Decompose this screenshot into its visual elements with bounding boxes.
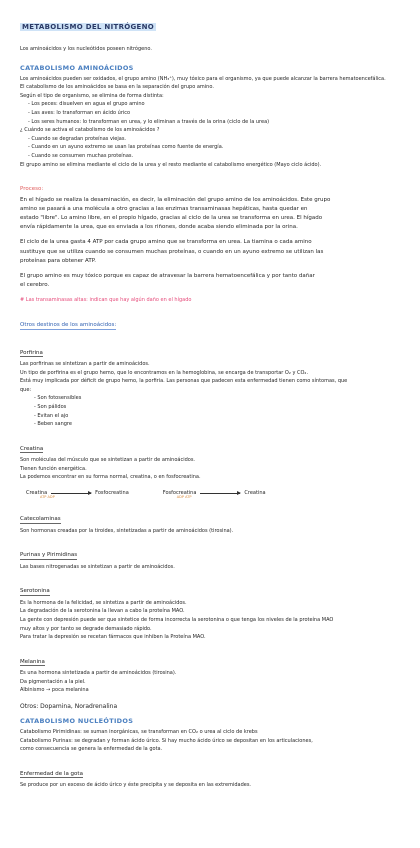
proceso-line: El ciclo de la urea gasta 4 ATP por cada grupo amino que se transforma en urea. La tiamina o cada amino xyxy=(20,239,312,246)
reaction-to: Creatina xyxy=(244,490,266,497)
proceso-heading: Proceso: xyxy=(20,186,44,193)
otros-destinos-heading: Otros destinos de los aminoácidos: xyxy=(20,322,117,329)
reaction-to: Fosfocreatina xyxy=(95,490,129,497)
melanina-line: Da pigmentación a la piel. xyxy=(20,678,86,685)
section-heading-catabolismo-aminoacidos: CATABOLISMO AMINOÁCIDOS xyxy=(20,63,134,72)
proceso-line: amino se pasará a una molécula a otro gracias a las enzimas transaminasas hepáticas, hasta quedar en xyxy=(20,205,308,212)
creatina-line: Son moléculas del músculo que se sintetizan a partir de aminoácidos. xyxy=(20,457,196,464)
organism-bullet: - Las aves: lo transforman en ácido úrico xyxy=(28,109,131,116)
proceso-line: El grupo amino es muy tóxico porque es capaz de atravesar la barrera hematoencefálica y por tanto dañar xyxy=(20,273,315,280)
arrow-right-icon xyxy=(200,493,240,494)
catab-nuc-line: Catabolismo Pirimidinas: se suman inorgánicas, se transforman en CO₂ o urea al ciclo de krebs xyxy=(20,729,258,736)
serotonina-heading: Serotonina xyxy=(20,588,50,595)
catab-case: - Cuando se degradan proteínas viejas. xyxy=(28,135,127,142)
reaction-from: Creatina xyxy=(26,490,48,497)
intro-text: Los aminoácidos y los nucleótidos poseen nitrógeno. xyxy=(20,46,152,52)
porfirina-line: Un tipo de porfirina es el grupo hemo, que lo encontramos en la hemoglobina, se encarga de transportar O₂ y CO₂. xyxy=(20,369,309,376)
proceso-line: proteínas para obtener ATP. xyxy=(20,257,96,264)
proceso-line: envía rápidamente la urea, que es enviada a los riñones, donde acaba siendo eliminada por la orina. xyxy=(20,224,298,231)
porfirina-line: que: xyxy=(20,386,32,393)
porfiria-symptom: - Son fotosensibles xyxy=(34,395,82,402)
gota-line: Se produce por un exceso de ácido úrico y éste precipita y se deposita en las extremidades. xyxy=(20,782,252,789)
creatina-heading: Creatina xyxy=(20,445,44,452)
reaction-cofactors: ADP ATP xyxy=(176,495,192,500)
porfirina-line: Las porfirinas se sintetizan a partir de aminoácidos. xyxy=(20,361,150,368)
creatina-line: Tienen función energética. xyxy=(20,465,87,472)
purinas-heading: Purinas y Pirimidinas xyxy=(20,552,78,559)
section-heading-catabolismo-nucleotidos: CATABOLISMO NUCLEÓTIDOS xyxy=(20,717,134,726)
porfiria-symptom: - Evitan el ajo xyxy=(34,412,69,419)
reaction-cofactors: ATP ADP xyxy=(40,495,55,500)
creatina-line: La podemos encontrar en su forma normal, creatina, o en fosfocreatina. xyxy=(20,474,201,481)
porfirina-heading: Porfirina xyxy=(20,349,43,356)
purinas-line: Las bases nitrogenadas se sintetizan a partir de aminoácidos. xyxy=(20,563,175,570)
catab-nuc-line: como consecuencia se genera la enfermedad de la gota. xyxy=(20,746,163,753)
catab-question: ¿ Cuándo se activa el catabolismo de los aminoácidos ? xyxy=(20,127,160,134)
reaction-fosfocreatina-to-creatina xyxy=(163,490,266,499)
reaction-from: Fosfocreatina xyxy=(162,490,197,497)
serotonina-line: La gente con depresión puede ser que sintetice de forma incorrecta la serotonina o que tenga los niveles de la proteína MAO xyxy=(20,616,334,623)
arrow-right-icon xyxy=(51,493,91,494)
catab-aa-line: Los aminoácidos pueden ser oxidados, el grupo amino (NH₃⁺), muy tóxico para el organismo, ya que puede alcanzar la barrera hematoencefálica. xyxy=(20,75,386,82)
porfiria-symptom: - Son pálidos xyxy=(34,404,67,411)
gota-heading: Enfermedad de la gota xyxy=(20,770,83,777)
proceso-line: En el hígado se realiza la desaminación, es decir, la eliminación del grupo amino de los aminoácidos. Este grupo xyxy=(20,196,331,203)
catab-case: - Cuando se consumen muchas proteínas. xyxy=(28,152,134,159)
porfiria-symptom: - Beben sangre xyxy=(34,421,72,428)
serotonina-line: Para tratar la depresión se recetan fármacos que inhiben la Proteína MAO. xyxy=(20,634,206,641)
organism-bullet: - Los seres humanos: lo transforman en urea, y lo eliminan a través de la orina (ciclo de la urea) xyxy=(28,118,270,125)
reaction-creatina-to-fosfocreatina xyxy=(26,490,129,499)
porfirina-line: Está muy implicada por déficit de grupo hemo, la porfiria. Las personas que padecen esta enfermedad tienen como síntomas, que xyxy=(20,378,348,385)
catecolaminas-line: Son hormonas creadas por la tiroides, sintetizadas a partir de aminoácidos (tirosina). xyxy=(20,527,234,534)
proceso-line: estado "libre". Lo amino libre, en el propio hígado, gracias al ciclo de la urea se transforma en urea. El hígado xyxy=(20,215,323,222)
melanina-line: Es una hormona sintetizada a partir de aminoácidos (tirosina). xyxy=(20,670,177,677)
catab-aa-line: El catabolismo de los aminoácidos se basa en la separación del grupo amino. xyxy=(20,84,214,91)
organism-bullet: - Los peces: disuelven en agua el grupo amino xyxy=(28,101,145,108)
catab-case: - Cuando en un ayuno extremo se usan las proteínas como fuente de energía. xyxy=(28,144,224,151)
melanina-heading: Melanina xyxy=(20,658,45,665)
otros-line: Otros: Dopamina, Noradrenalina xyxy=(20,703,118,711)
serotonina-line: muy altos y por tanto se degrade demasiado rápido. xyxy=(20,625,152,632)
page-title: METABOLISMO DEL NITRÓGENO xyxy=(22,23,155,31)
transaminasas-note: # Las transaminasas altas: indican que hay algún daño en el hígado xyxy=(20,297,192,304)
serotonina-line: La degradación de la serotonina la llevan a cabo la proteína MAO. xyxy=(20,608,185,615)
catecolaminas-heading: Catecolaminas xyxy=(20,516,61,523)
catab-aa-line: Según el tipo de organismo, se elimina de forma distinta: xyxy=(20,92,164,99)
catab-conclusion: El grupo amino se elimina mediante el ciclo de la urea y el resto mediante el catabolismo energético (Mayo ciclo ácido). xyxy=(20,161,322,168)
proceso-line: el cerebro. xyxy=(20,282,50,289)
melanina-line: Albinismo → poca melanina xyxy=(20,687,89,694)
catab-nuc-line: Catabolismo Purinas: se degradan y forman ácido úrico. Si hay mucho ácido úrico se depositan en los articulaciones, xyxy=(20,737,313,744)
creatina-diagram xyxy=(26,490,402,499)
serotonina-line: Es la hormona de la felicidad, se sintetiza a partir de aminoácidos. xyxy=(20,599,187,606)
proceso-line: sustituye que se utiliza cuando se consumen muchas proteínas, o cuando en un ayuno extremo se utilizan las xyxy=(20,248,324,255)
